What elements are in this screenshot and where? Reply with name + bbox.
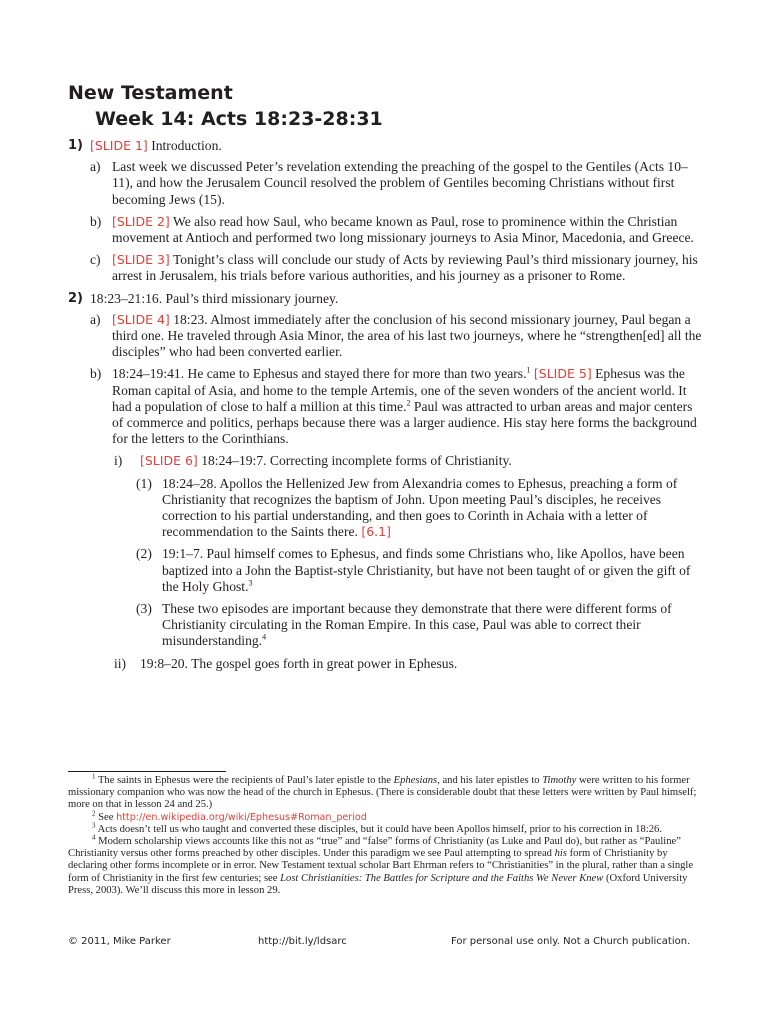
section-number: 1) bbox=[68, 138, 83, 153]
outline-item-a bbox=[68, 159, 704, 208]
footnote-text: Modern scholarship views accounts like this not as “true” and “false” forms of Christianity (as Luke and Paul do), but rather as “Pauline” Christianity versus other forms preached by other disciples. Under this paradigm we see Paul attempting to spread bbox=[68, 836, 681, 860]
item-text: Ephesus was the Roman capital of Asia, and home to the temple Artemis, one of the seven wonders of the ancient world. It had a population of close to half a million at this time. bbox=[112, 366, 687, 414]
footnote-marker[interactable]: 1 bbox=[526, 365, 531, 375]
footnote-italic: Lost Christianities: The Battles for Scripture and the Faiths We Never Knew bbox=[280, 872, 604, 884]
footnote-text: were written to his former missionary companion who was now the head of the church in Ephesus. (There is considerable doubt that these letters were written by Paul himself; more on that in lesson 24 and 25.) bbox=[68, 775, 697, 811]
footnote-text: Acts doesn’t tell us who taught and converted these disciples, but it could have been Apollos himself, prior to his correction in 18:26. bbox=[95, 823, 662, 835]
item-text: 18:23. Almost immediately after the conclusion of his second missionary journey, Paul began a third one. He traveled through Asia Minor, the area of his last two journeys, where he “strengthen[ed] all the disciples” who had been converted earlier. bbox=[112, 311, 702, 360]
footnote-marker[interactable]: 3 bbox=[248, 578, 253, 588]
footnote-text: See bbox=[95, 811, 117, 823]
item-label: (2) bbox=[136, 546, 152, 562]
slide-reference: [SLIDE 1] bbox=[90, 138, 148, 153]
item-text: Tonight’s class will conclude our study of Acts by reviewing Paul’s third missionary journey, his arrest in Jerusalem, his trials before various authorities, and his journey as a prisoner to Rome. bbox=[112, 252, 698, 284]
item-label: (1) bbox=[136, 475, 152, 491]
item-text: 19:8–20. The gospel goes forth in great power in Ephesus. bbox=[140, 655, 458, 671]
item-label: ii) bbox=[114, 655, 127, 671]
section-number: 2) bbox=[68, 290, 83, 306]
footnote-number: 3 bbox=[92, 821, 96, 830]
section-third-journey bbox=[68, 291, 704, 307]
outline-item-ii bbox=[68, 656, 704, 672]
footnote-4 bbox=[68, 833, 704, 897]
slide-reference: [SLIDE 2] bbox=[112, 213, 170, 229]
footnote-text: form of Christianity by declaring other forms incomplete or in error. New Testament textual scholar Bart Ehrman refers to “Christianities” in the plural, rather than a single form of Christianity in the first few centuries; see bbox=[68, 848, 694, 884]
slide-reference: [SLIDE 4] bbox=[112, 311, 170, 327]
slide-reference: [SLIDE 3] bbox=[112, 252, 170, 268]
item-text: 18:24–19:7. Correcting incomplete forms of Christianity. bbox=[197, 453, 512, 469]
item-text: 18:24–19:41. He came to Ephesus and stayed there for more than two years. bbox=[112, 366, 527, 382]
item-label: i) bbox=[114, 453, 123, 469]
footnote-text: The saints in Ephesus were the recipients of Paul’s later epistle to the bbox=[95, 775, 394, 786]
footnote-text: (Oxford University Press, 2003). We’ll discuss this more in lesson 29. bbox=[68, 872, 688, 896]
footer-url[interactable]: http://bit.ly/ldsarc bbox=[258, 936, 347, 947]
outline-item-2 bbox=[68, 546, 704, 595]
item-text: We also read how Saul, who became known as Paul, rose to prominence within the Christian movement at Antioch and performed two long missionary journeys to Asia Minor, Macedonia, and Greece. bbox=[112, 213, 694, 246]
footnote-italic: Timothy bbox=[542, 775, 577, 786]
footnote-2 bbox=[68, 809, 704, 824]
item-text: These two episodes are important because they demonstrate that there were different forms of Christianity circulating in the Roman Empire. In this case, Paul was able to correct their misunderstanding. bbox=[162, 601, 672, 649]
footnote-italic: Ephesians bbox=[393, 775, 438, 786]
slide-reference: [6.1] bbox=[361, 524, 391, 540]
outline-item-b bbox=[68, 366, 704, 447]
item-label: b) bbox=[90, 366, 102, 382]
outline-item-3 bbox=[68, 601, 704, 650]
outline-item-1 bbox=[68, 476, 704, 541]
outline-item-i bbox=[68, 453, 704, 469]
section-heading-text: 18:23–21:16. Paul’s third missionary journey. bbox=[90, 290, 339, 306]
footnote-number: 2 bbox=[92, 809, 96, 818]
footnote-marker[interactable]: 4 bbox=[262, 632, 267, 642]
footnote-number: 4 bbox=[92, 833, 96, 842]
footnote-3 bbox=[68, 821, 704, 836]
footnote-text: , and his later epistles to bbox=[437, 775, 543, 786]
slide-reference: [SLIDE 5] bbox=[533, 366, 592, 382]
item-text: 19:1–7. Paul himself comes to Ephesus, and finds some Christians who, like Apollos, have been baptized into a John the Baptist-style Christianity, but have not been taught of or given the gift of the Holy Ghost. bbox=[162, 546, 691, 594]
wikipedia-link[interactable]: http://en.wikipedia.org/wiki/Ephesus#Roman_period bbox=[116, 811, 367, 823]
document-title: New Testament bbox=[68, 82, 233, 104]
item-label: a) bbox=[90, 159, 101, 175]
outline-item-c bbox=[68, 252, 704, 284]
item-text: Last week we discussed Peter’s revelation extending the preaching of the gospel to the Gentiles (Acts 10–11), and how the Jerusalem Council resolved the problem of Gentiles becoming Christians without first becoming Jews (15). bbox=[112, 159, 688, 207]
section-introduction bbox=[68, 138, 704, 154]
footnote-italic: his bbox=[554, 848, 567, 860]
item-label: a) bbox=[90, 311, 101, 327]
footnote-1 bbox=[68, 772, 704, 812]
footer-disclaimer: For personal use only. Not a Church publication. bbox=[451, 936, 691, 947]
footnote-marker[interactable]: 2 bbox=[406, 398, 411, 408]
outline-item-b bbox=[68, 214, 704, 246]
footnotes bbox=[68, 772, 704, 897]
item-label: c) bbox=[90, 252, 101, 268]
item-label: (3) bbox=[136, 601, 152, 617]
item-label: b) bbox=[90, 213, 102, 229]
item-text: Paul was attracted to urban areas and major centers of commerce and politics, perhaps because there was a larger audience. His stay here forms the background for the letters to the Corinthians. bbox=[112, 398, 697, 447]
section-heading-text: Introduction. bbox=[147, 138, 222, 153]
footer-copyright: © 2011, Mike Parker bbox=[68, 936, 171, 947]
outline-body bbox=[68, 138, 704, 678]
item-text: 18:24–28. Apollos the Hellenized Jew from Alexandria comes to Ephesus, preaching a form of Christianity that recognizes the baptism of John. Upon meeting Paul’s disciples, he receives correction to his partial understanding, and then goes to Corinth in Achaia with a letter of recommendation to the Saints there. bbox=[162, 475, 678, 540]
outline-item-a bbox=[68, 312, 704, 361]
slide-reference: [SLIDE 6] bbox=[140, 453, 198, 469]
week-heading: Week 14: Acts 18:23-28:31 bbox=[95, 108, 383, 130]
footnote-number: 1 bbox=[92, 772, 96, 781]
